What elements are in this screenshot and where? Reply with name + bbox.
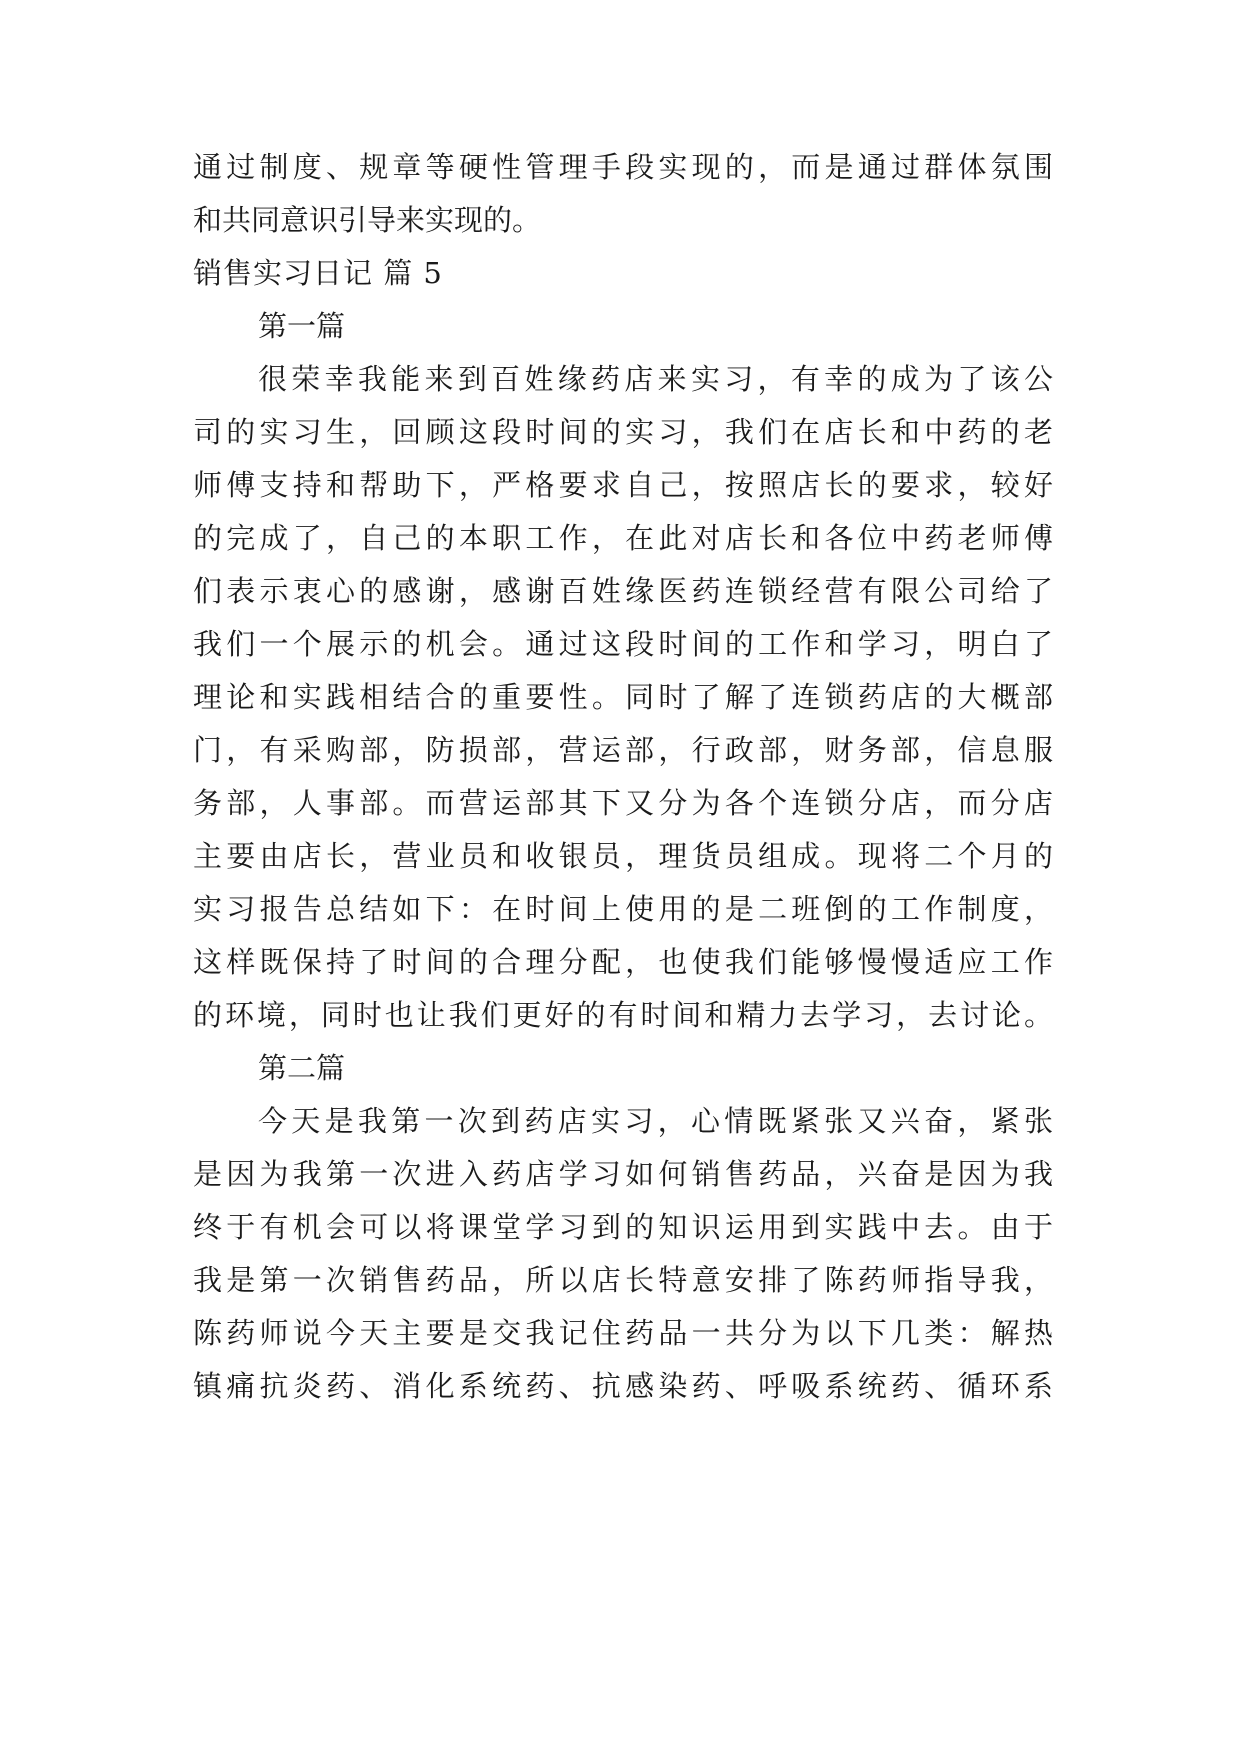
part2-paragraph-line: 陈药师说今天主要是交我记住药品一共分为以下几类：解热	[193, 1316, 1053, 1350]
section-title: 销售实习日记 篇 5	[193, 256, 443, 290]
part2-paragraph-line: 镇痛抗炎药、消化系统药、抗感染药、呼吸系统药、循环系	[193, 1369, 1053, 1403]
part2-paragraph-line: 终于有机会可以将课堂学习到的知识运用到实践中去。由于	[193, 1210, 1053, 1244]
part1-paragraph-line: 我们一个展示的机会。通过这段时间的工作和学习，明白了	[193, 627, 1053, 661]
part1-paragraph-line: 门，有采购部，防损部，营运部，行政部，财务部，信息服	[193, 733, 1053, 767]
part1-paragraph-line: 主要由店长，营业员和收银员，理货员组成。现将二个月的	[193, 839, 1053, 873]
part1-paragraph-line: 司的实习生，回顾这段时间的实习，我们在店长和中药的老	[193, 415, 1053, 449]
part1-paragraph-line: 务部，人事部。而营运部其下又分为各个连锁分店，而分店	[193, 786, 1053, 820]
part2-paragraph-line: 今天是我第一次到药店实习，心情既紧张又兴奋，紧张	[258, 1104, 1053, 1138]
intro-line-2: 和共同意识引导来实现的。	[193, 203, 542, 237]
intro-line-1: 通过制度、规章等硬性管理手段实现的，而是通过群体氛围	[193, 150, 1053, 184]
part1-paragraph-line: 的完成了，自己的本职工作，在此对店长和各位中药老师傅	[193, 521, 1053, 555]
part1-paragraph-line: 的环境，同时也让我们更好的有时间和精力去学习，去讨论。	[193, 998, 1053, 1032]
part1-heading: 第一篇	[258, 309, 346, 343]
part2-paragraph-line: 是因为我第一次进入药店学习如何销售药品，兴奋是因为我	[193, 1157, 1053, 1191]
part2-heading: 第二篇	[258, 1051, 346, 1085]
part1-paragraph-line: 这样既保持了时间的合理分配，也使我们能够慢慢适应工作	[193, 945, 1053, 979]
part2-paragraph-line: 我是第一次销售药品，所以店长特意安排了陈药师指导我，	[193, 1263, 1053, 1297]
part1-paragraph-line: 们表示衷心的感谢，感谢百姓缘医药连锁经营有限公司给了	[193, 574, 1053, 608]
part1-paragraph-line: 很荣幸我能来到百姓缘药店来实习，有幸的成为了该公	[258, 362, 1053, 396]
part1-paragraph-line: 师傅支持和帮助下，严格要求自己，按照店长的要求，较好	[193, 468, 1053, 502]
part1-paragraph-line: 实习报告总结如下：在时间上使用的是二班倒的工作制度，	[193, 892, 1053, 926]
part1-paragraph-line: 理论和实践相结合的重要性。同时了解了连锁药店的大概部	[193, 680, 1053, 714]
